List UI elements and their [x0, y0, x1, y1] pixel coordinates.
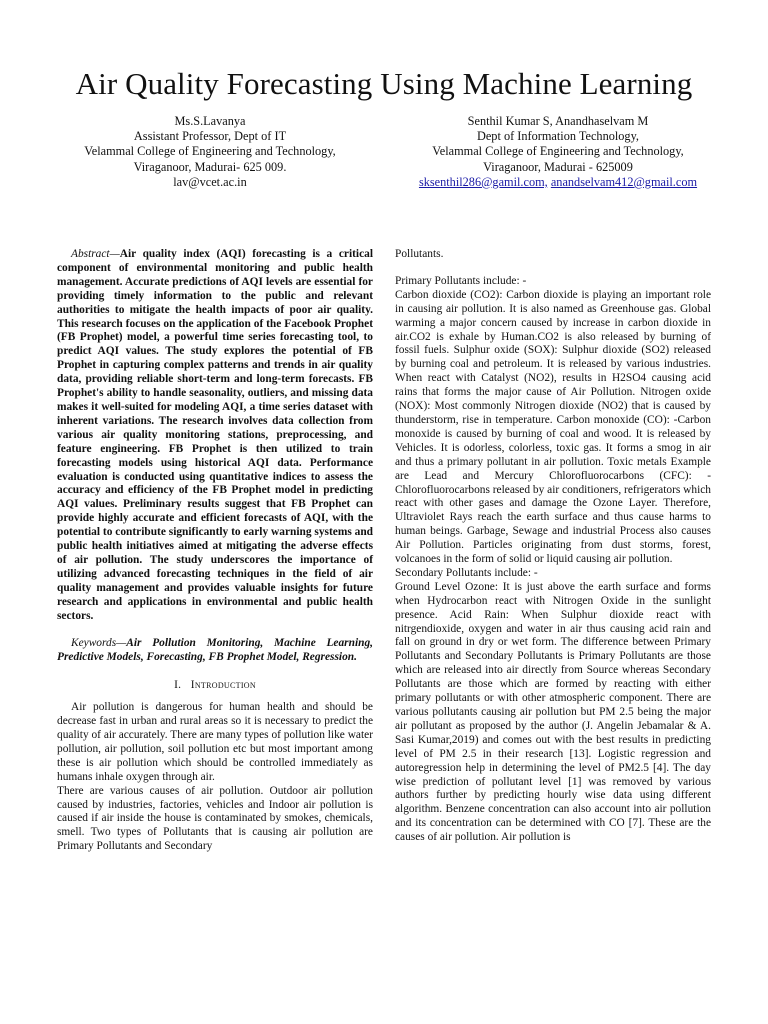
section-heading-introduction	[57, 679, 373, 693]
email-link-2[interactable]: anandselvam412@gmail.com	[550, 174, 698, 189]
secondary-pollutants-text: Ground Level Ozone: It is just above the earth surface and forms when Hydrocarbon react with Nitrogen Oxide in the sunlight presence. Acid Rain: When Sulphur dioxide react with nitrgendioxide, oxygen and water in air thus causing acid rain and fall on ground in dry or wet form. The difference between Primary Pollutants and Secondary Pollutants is Primary Pollutants are those which are released into air directly from Source whereas Secondary Pollutants are those which are formed by reacting with either primary pollutants or with other atmospheric component. There are various pollutants causing air pollution but PM 2.5 being the major air pollutant as proposed by the author (J. Angelin Jebamalar & A. Sasi Kumar,2019) and comes out with the best results in predicting level of PM 2.5 in their research [13]. Logistic regression and autoregression help in determining the level of PM2.5 [4]. The day wise prediction of pollutant level [1] was removed by various authors further by predicting hourly wise data using different algorithm. Benzene concentration can also account into air pollution and its concentration can be determined with CO [7]. These are the causes of air pollution. Air pollution is	[395, 580, 711, 844]
keywords	[57, 637, 373, 665]
section-title: Introduction	[190, 679, 256, 692]
intro-paragraph: Air pollution is dangerous for human health and should be decrease fast in urban and rural areas so it is necessary to predict the quality of air accurately. There are many types of pollution like water pollution, air pollution, soil pollution etc but most important among these is air pollution which should be controlled immediately as humans inhale oxygen through air.	[57, 701, 373, 783]
author-block-2	[388, 114, 728, 190]
author-emails	[388, 175, 728, 190]
keywords-text: Air Pollution Monitoring, Machine Learning, Predictive Models, Forecasting, FB Prophet Model, Regression.	[57, 637, 373, 664]
primary-pollutants-heading: Primary Pollutants include: -	[395, 274, 527, 287]
primary-pollutants-text: Carbon dioxide (CO2): Carbon dioxide is playing an important role in causing air pollution. It is also named as Greenhouse gas. Global warming a major concern caused by increase in carbon dioxide in air.CO2 is exhale by Human.CO2 is also released by burning of fossil fuels. Sulphur oxide (SOX): Sulphur dioxide (SO2) released by burning coal and petroleum. It is released by various industries. When react with Catalyst (NO2), results in H2SO4 causing acid rains that forms the major cause of Air Pollution. Nitrogen oxide (NOX): Most commonly Nitrogen dioxide (NO2) that is caused by thunderstorm, rise in temperature. Carbon monoxide (CO): -Carbon monoxide is caused by burning of coal and wood. It is released by Vehicles. It is odorless, colorless, toxic gas. It forms a smog in air and thus a primary pollutant in air pollution. Toxic metals Example are Lead and Mercury Chlorofluorocarbons (CFC): -Chlorofluorocarbons released by air conditioners, refrigerators which react with other gases and damage the Ozone Layer. Therefore, Ultraviolet Rays reach the earth surface and thus cause harms to human beings. Garbage, Sewage and industrial Process also causes Air Pollution. Particles originating from dust storms, forest, volcanoes in the form of solid or liquid causing air pollution.	[395, 288, 711, 566]
author-institution: Velammal College of Engineering and Technology,	[432, 144, 684, 159]
left-column	[57, 248, 373, 854]
author-address: Viraganoor, Madurai- 625 009.	[133, 159, 287, 174]
author-position: Dept of Information Technology,	[476, 129, 640, 144]
keywords-label: Keywords—	[71, 637, 127, 650]
abstract-text: Air quality index (AQI) forecasting is a critical component of environmental monitoring and public health management. Accurate predictions of AQI levels are essential for providing timely information to the public and relevant authorities to mitigate the health impacts of poor air quality. This research focuses on the application of the Facebook Prophet (FB Prophet) model, a powerful time series forecasting tool, to predict AQI values. The study explores the potential of FB Prophet in capturing complex patterns and trends in air quality data, providing reliable short-term and long-term forecasts. FB Prophet's ability to handle seasonality, outliers, and missing data makes it well-suited for modeling AQI, a time series dataset with inherent variations. The research involves data collection from various air quality monitoring stations, preprocessing, and feature engineering. FB Prophet is then utilized to train forecasting models using historical AQI data. Performance evaluation is conducted using quantitative indices to assess the accuracy and efficiency of the FB Prophet model in predicting AQI values. Preliminary results suggest that FB Prophet can provide highly accurate and efficient forecasts of AQI, with the potential to contribute significantly to early warning systems and public health initiatives aimed at mitigating the adverse effects of air pollution. The study underscores the importance of utilizing advanced forecasting techniques in the field of air quality management and provides valuable insights for future research and applications in environmental and public health sectors.	[57, 248, 373, 622]
author-position: Assistant Professor, Dept of IT	[133, 129, 287, 144]
abstract	[57, 248, 373, 623]
paper-title: Air Quality Forecasting Using Machine Learning	[75, 66, 693, 101]
abstract-label: Abstract—	[71, 248, 120, 260]
section-number: I.	[174, 679, 182, 692]
right-column	[395, 248, 711, 845]
secondary-pollutants-heading: Secondary Pollutants include: -	[395, 566, 538, 579]
author-institution: Velammal College of Engineering and Technology,	[84, 144, 336, 159]
continuation-text: Pollutants.	[395, 248, 444, 260]
author-address: Viraganoor, Madurai - 625009	[483, 159, 633, 174]
author-block-1	[40, 114, 380, 190]
author-email: lav@vcet.ac.in	[173, 174, 247, 189]
intro-paragraph: There are various causes of air pollution. Outdoor air pollution caused by industries, factories, vehicles and Indoor air pollution is caused if air inside the house is contaminated by smokes, chemicals, smell. Two types of Pollutants that is causing air pollution are Primary Pollutants and Secondary	[57, 784, 373, 853]
author-name: Senthil Kumar S, Anandhaselvam M	[467, 114, 649, 128]
email-link-1[interactable]: sksenthil286@gamil.com,	[418, 174, 548, 189]
author-name: Ms.S.Lavanya	[174, 114, 246, 128]
